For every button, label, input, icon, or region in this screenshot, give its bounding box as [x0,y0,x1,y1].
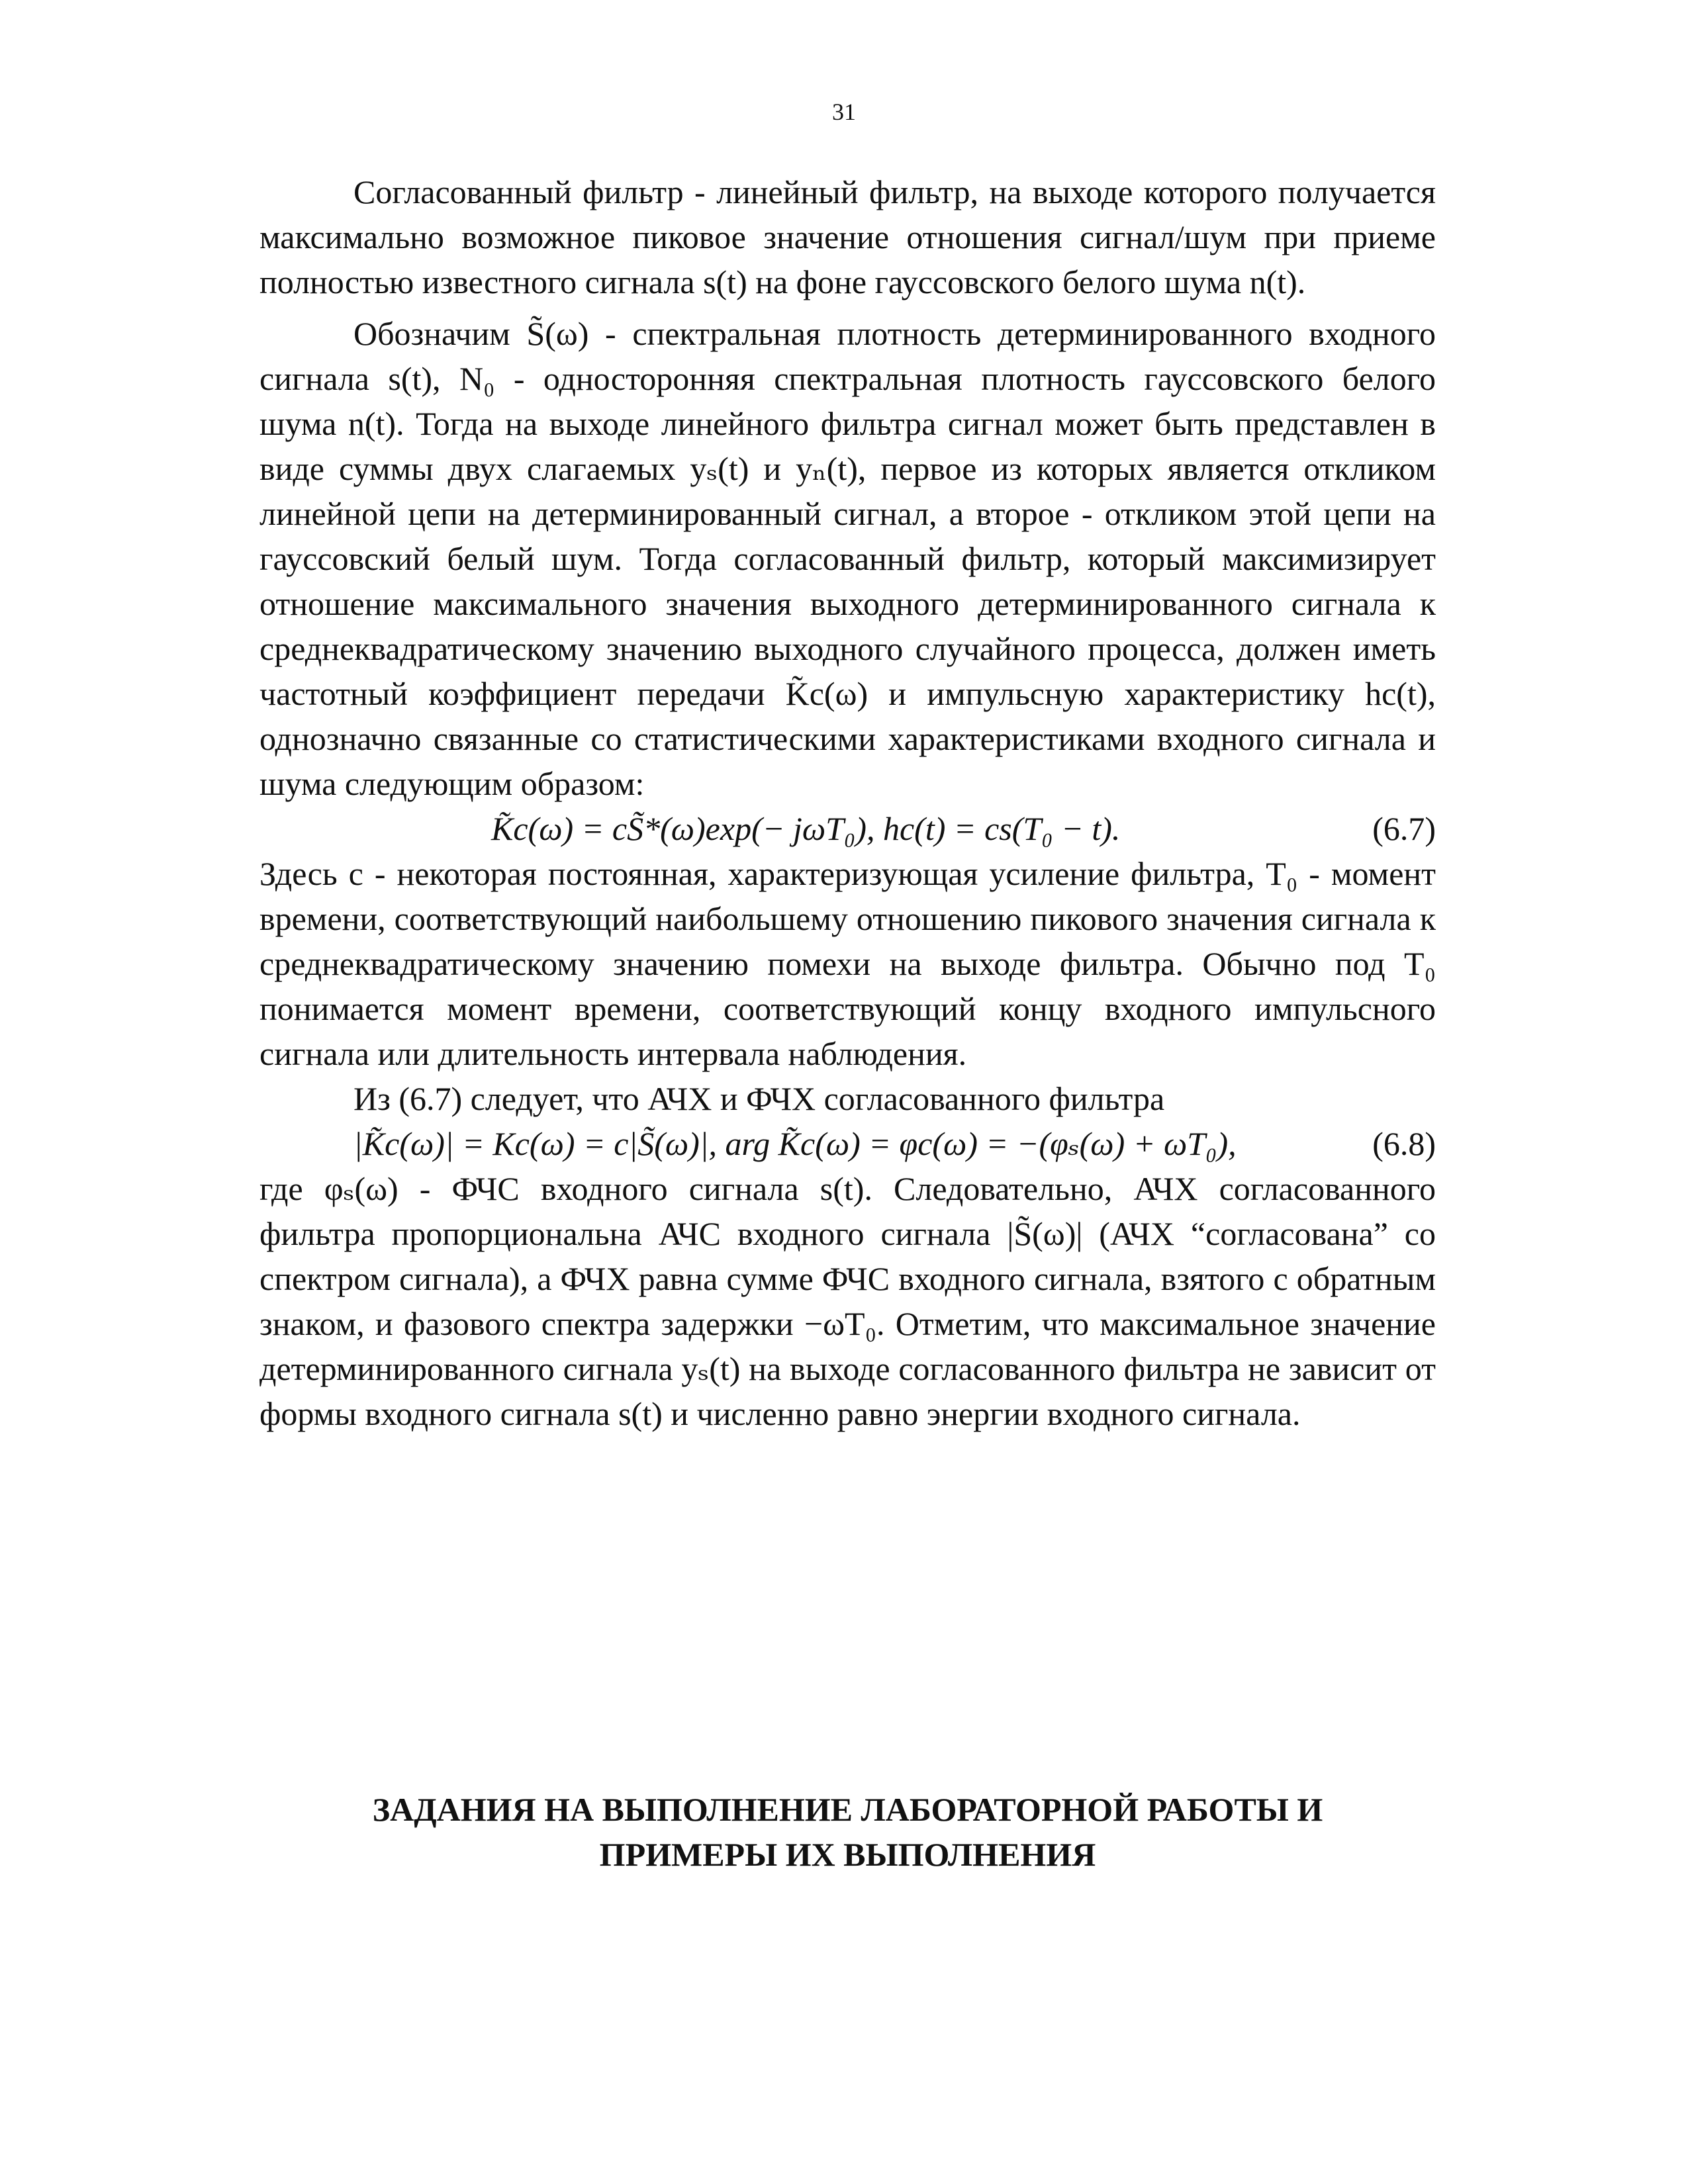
paragraph-matched-filter-definition: Согласованный фильтр - линейный фильтр, на выходе которого получается максимально возможное пиковое значение отношения сигнал/шум при приеме полностью известного сигнала s(t) на фоне гауссовского белого шума n(t). [259,173,1436,300]
paragraph-from-6-7: Из (6.7) следует, что АЧХ и ФЧХ согласованного фильтра [353,1080,1165,1117]
equation-6-8-body: |K̃c(ω)| = Kc(ω) = c|S̃(ω)|, arg K̃c(ω) = φc(ω) = −(φₛ(ω) + ωT₀), [353,1125,1237,1162]
equation-6-7-number: (6.7) [1372,810,1436,847]
equation-6-7-body: K̃c(ω) = cS̃*(ω)exp(− jωT₀), hc(t) = cs(T₀ − t). [491,810,1121,847]
section-heading [259,1787,1436,1877]
body-text [259,169,1436,1436]
equation-6-8-number: (6.8) [1372,1125,1436,1162]
paragraph-phase-spectrum: где φₛ(ω) - ФЧС входного сигнала s(t). Следовательно, АЧХ согласованного фильтра пропорциональна АЧС входного сигнала |S̃(ω)| (АЧХ “согласована” со спектром сигнала), а ФЧХ равна сумме ФЧС входного сигнала, взятого с обратным знаком, и фазового спектра задержки −ωT₀. Отметим, что максимальное значение детерминированного сигнала yₛ(t) на выходе согласованного фильтра не зависит от формы входного сигнала s(t) и численно равно энергии входного сигнала. [259,1170,1436,1432]
paragraph-constant-c: Здесь c - некоторая постоянная, характеризующая усиление фильтра, T₀ - момент времени, соответствующий наибольшему отношению пикового значения сигнала к среднеквадратическому значению помехи на выходе фильтра. Обычно под T₀ понимается момент времени, соответствующий концу входного импульсного сигнала или длительность интервала наблюдения. [259,855,1436,1072]
equation-6-7 [259,806,1436,851]
section-heading-line-2: ПРИМЕРЫ ИХ ВЫПОЛНЕНИЯ [599,1836,1096,1873]
page-number: 31 [832,99,856,125]
section-heading-line-1: ЗАДАНИЯ НА ВЫПОЛНЕНИЕ ЛАБОРАТОРНОЙ РАБОТЫ И [372,1791,1323,1828]
paragraph-spectral-density: Обозначим S̃(ω) - спектральная плотность детерминированного входного сигнала s(t), N₀ - односторонняя спектральная плотность гауссовского белого шума n(t). Тогда на выходе линейного фильтра сигнал может быть представлен в виде суммы двух слагаемых yₛ(t) и yₙ(t), первое из которых является откликом линейной цепи на детерминированный сигнал, а второе - откликом этой цепи на гауссовский белый шум. Тогда согласованный фильтр, который максимизирует отношение максимального значения выходного детерминированного сигнала к среднеквадратическому значению выходного случайного процесса, должен иметь частотный коэффициент передачи K̃c(ω) и импульсную характеристику hc(t), однозначно связанные со статистическими характеристиками входного сигнала и шума следующим образом: [259,315,1436,802]
equation-6-8 [259,1121,1436,1166]
